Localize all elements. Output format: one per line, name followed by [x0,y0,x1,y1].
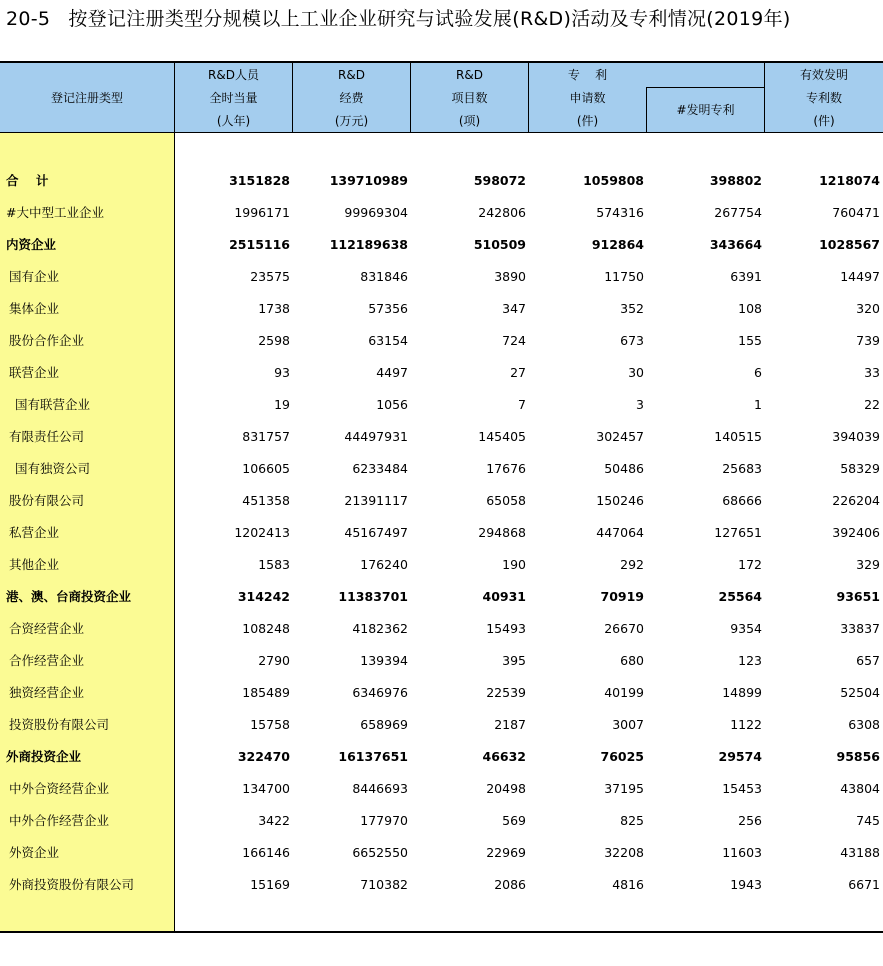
table-cell: 145405 [478,429,526,444]
row-label: 合 计 [6,173,49,188]
header-line: 全时当量 [209,91,258,105]
row-label: 中外合资经营企业 [9,781,110,796]
table-cell: 343664 [709,237,762,252]
table-cell: 292 [620,557,644,572]
table-cell: 1056 [376,397,408,412]
table-cell: 3890 [494,269,526,284]
table-cell: 226204 [832,493,880,508]
table-cell: 680 [620,653,644,668]
table-cell: 27 [510,365,526,380]
table-cell: 4497 [376,365,408,380]
table-cell: 394039 [832,429,880,444]
table-cell: 574316 [596,205,644,220]
table-cell: 3 [636,397,644,412]
table-cell: 23575 [250,269,290,284]
table-cell: 352 [620,301,644,316]
header-line: 申请数 [569,91,606,105]
table-cell: 242806 [478,205,526,220]
table-row [0,709,883,741]
table-cell: 598072 [473,173,526,188]
table-cell: 176240 [360,557,408,572]
table-cell: 112189638 [329,237,408,252]
table-cell: 22969 [486,845,526,860]
row-label: 合作经营企业 [9,653,85,668]
table-row [0,869,883,901]
row-label: 国有独资公司 [15,461,91,476]
header-patent-group: 专 利 [567,68,608,82]
table-cell: 15493 [486,621,526,636]
row-label: 独资经营企业 [9,685,85,700]
table-cell: 32208 [604,845,644,860]
table-cell: 17676 [486,461,526,476]
table-cell: 3422 [258,813,290,828]
table-cell: 1 [754,397,762,412]
row-label: 内资企业 [6,237,57,252]
header-line: 项目数 [451,91,488,105]
table-cell: 673 [620,333,644,348]
table-cell: 134700 [242,781,290,796]
row-label: 外资企业 [9,845,60,860]
table-cell: 190 [502,557,526,572]
table-number: 20-5 [6,8,51,30]
table-cell: 6652550 [352,845,408,860]
table-cell: 19 [274,397,290,412]
row-label: 联营企业 [9,365,60,380]
table-cell: 93651 [836,589,880,604]
table-cell: 150246 [596,493,644,508]
table-cell: 25564 [718,589,762,604]
table-cell: 22 [864,397,880,412]
row-label: 外商投资股份有限公司 [9,877,135,892]
table-cell: 831757 [242,429,290,444]
row-label: 港、澳、台商投资企业 [6,589,132,604]
table-cell: 4816 [612,877,644,892]
table-cell: 825 [620,813,644,828]
table-cell: 14497 [840,269,880,284]
table-cell: 76025 [600,749,644,764]
header-line: (项) [458,114,481,128]
table-cell: 33 [864,365,880,380]
header-line: (件) [813,114,835,128]
table-cell: 1996171 [234,205,290,220]
table-cell: 8446693 [352,781,408,796]
table-cell: 322470 [237,749,290,764]
table-cell: 912864 [591,237,644,252]
table-cell: 267754 [714,205,762,220]
table-cell: 724 [502,333,526,348]
table-cell: 43804 [840,781,880,796]
table-cell: 329 [856,557,880,572]
table-cell: 45167497 [344,525,408,540]
table-row [0,453,883,485]
row-label: 股份合作企业 [9,333,85,348]
table-cell: 1202413 [234,525,290,540]
table-cell: 166146 [242,845,290,860]
table-cell: 30 [628,365,644,380]
table-cell: 57356 [368,301,408,316]
table-row [0,837,883,869]
table-cell: 22539 [486,685,526,700]
table-row [0,357,883,389]
header-invention-patents: #发明专利 [676,103,735,117]
row-label: 投资股份有限公司 [9,717,110,732]
table-cell: 7 [518,397,526,412]
header-line: R&D人员 [208,68,259,82]
header-rd-projects [411,64,528,133]
table-cell: 451358 [242,493,290,508]
table-cell: 40931 [482,589,526,604]
table-cell: 33837 [840,621,880,636]
table-row [0,741,883,773]
header-line: 经费 [339,91,364,105]
table-cell: 320 [856,301,880,316]
row-label: 其他企业 [9,557,60,572]
table-cell: 16137651 [338,749,408,764]
table-cell: 108 [738,301,762,316]
table-row [0,325,883,357]
table-cell: 52504 [840,685,880,700]
table-cell: 2515116 [229,237,290,252]
stub-column-rule [174,133,175,932]
table-cell: 70919 [600,589,644,604]
table-row [0,677,883,709]
table-cell: 745 [856,813,880,828]
table-bottom-rule [0,931,883,933]
table-cell: 1218074 [819,173,880,188]
table-row [0,389,883,421]
table-cell: 6233484 [352,461,408,476]
table-cell: 40199 [604,685,644,700]
table-cell: 172 [738,557,762,572]
row-label: 私营企业 [9,525,60,540]
table-cell: 11750 [604,269,644,284]
table-cell: 15453 [722,781,762,796]
table-cell: 6 [754,365,762,380]
table-cell: 1122 [730,717,762,732]
table-cell: 139394 [360,653,408,668]
table-cell: 58329 [840,461,880,476]
table-cell: 1059808 [583,173,644,188]
header-patent-applications [529,87,646,133]
header-line: R&D [456,68,483,82]
table-row [0,261,883,293]
table-cell: 658969 [360,717,408,732]
table-cell: 185489 [242,685,290,700]
table-cell: 3007 [612,717,644,732]
table-cell: 739 [856,333,880,348]
table-cell: 127651 [714,525,762,540]
table-cell: 710382 [360,877,408,892]
table-cell: 99969304 [344,205,408,220]
table-row [0,773,883,805]
table-cell: 398802 [709,173,762,188]
table-cell: 37195 [604,781,644,796]
row-label: #大中型工业企业 [6,205,104,220]
table-row [0,645,883,677]
table-cell: 43188 [840,845,880,860]
header-line: (人年) [216,114,251,128]
table-cell: 155 [738,333,762,348]
table-cell: 569 [502,813,526,828]
table-cell: 106605 [242,461,290,476]
table-cell: 3151828 [229,173,290,188]
table-row [0,229,883,261]
table-cell: 46632 [482,749,526,764]
header-line: 有效发明 [799,68,848,82]
table-row [0,197,883,229]
header-rd-personnel [175,64,292,133]
table-title [6,4,882,34]
table-cell: 2187 [494,717,526,732]
table-cell: 6671 [848,877,880,892]
table-row [0,581,883,613]
header-line: (件) [576,114,599,128]
table-cell: 108248 [242,621,290,636]
table-row [0,293,883,325]
table-cell: 395 [502,653,526,668]
table-cell: 447064 [596,525,644,540]
table-cell: 302457 [596,429,644,444]
table-cell: 314242 [237,589,290,604]
table-cell: 347 [502,301,526,316]
header-line: (万元) [334,114,369,128]
table-cell: 123 [738,653,762,668]
table-cell: 657 [856,653,880,668]
table-title-text: 按登记注册类型分规模以上工业企业研究与试验发展(R&D)活动及专利情况(2019年) [68,8,791,30]
table-cell: 15169 [250,877,290,892]
table-cell: 11603 [722,845,762,860]
table-row [0,805,883,837]
row-label: 中外合作经营企业 [9,813,110,828]
table-cell: 50486 [604,461,644,476]
row-label: 国有联营企业 [15,397,91,412]
table-cell: 63154 [368,333,408,348]
header-line: R&D [338,68,365,82]
header-valid-invention-patents [765,64,883,133]
table-cell: 44497931 [344,429,408,444]
table-row [0,549,883,581]
row-label: 有限责任公司 [9,429,85,444]
table-cell: 2790 [258,653,290,668]
table-cell: 15758 [250,717,290,732]
header-rd-expenditure [293,64,410,133]
table-cell: 21391117 [344,493,408,508]
table-cell: 20498 [486,781,526,796]
table-row [0,613,883,645]
row-label: 股份有限公司 [9,493,85,508]
table-cell: 29574 [718,749,762,764]
table-row [0,485,883,517]
header-stub: 登记注册类型 [50,91,123,105]
table-cell: 6308 [848,717,880,732]
table-cell: 2086 [494,877,526,892]
row-label: 集体企业 [9,301,60,316]
table-cell: 140515 [714,429,762,444]
table-cell: 6346976 [352,685,408,700]
table-row [0,421,883,453]
table-cell: 26670 [604,621,644,636]
table-cell: 2598 [258,333,290,348]
table-cell: 14899 [722,685,762,700]
table-cell: 760471 [832,205,880,220]
table-cell: 25683 [722,461,762,476]
row-label: 国有企业 [9,269,60,284]
row-label: 合资经营企业 [9,621,85,636]
table-cell: 11383701 [338,589,408,604]
table-cell: 1583 [258,557,290,572]
table-row [0,165,883,197]
table-cell: 294868 [478,525,526,540]
table-cell: 1943 [730,877,762,892]
table-cell: 177970 [360,813,408,828]
table-cell: 256 [738,813,762,828]
row-label: 外商投资企业 [6,749,82,764]
table-cell: 510509 [473,237,526,252]
table-cell: 139710989 [329,173,408,188]
table-cell: 95856 [836,749,880,764]
table-cell: 1738 [258,301,290,316]
table-cell: 68666 [722,493,762,508]
table-cell: 831846 [360,269,408,284]
table-cell: 93 [274,365,290,380]
table-row [0,517,883,549]
table-cell: 65058 [486,493,526,508]
table-cell: 4182362 [352,621,408,636]
table-cell: 1028567 [819,237,880,252]
table-cell: 6391 [730,269,762,284]
table-cell: 392406 [832,525,880,540]
header-line: 专利数 [805,91,842,105]
table-cell: 9354 [730,621,762,636]
